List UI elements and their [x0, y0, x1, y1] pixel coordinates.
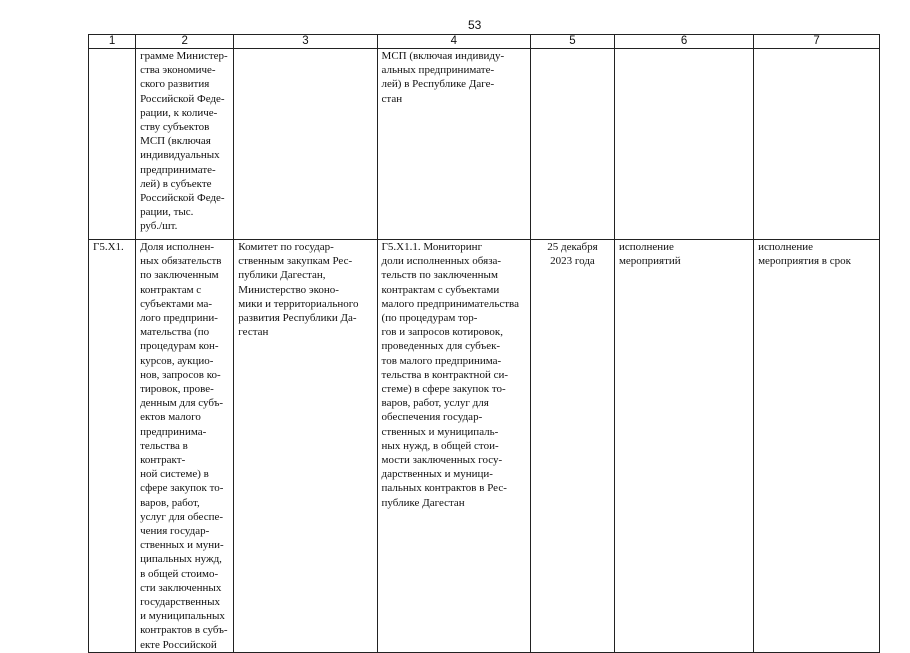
criterion-cell — [754, 49, 880, 240]
responsible-cell: Комитет по государ- ственным закупкам Рес- публики Дагестан, Министерство эконо- мики и территориального развития Республики Да- гестан — [234, 240, 377, 653]
column-header-1: 1 — [89, 35, 136, 49]
deadline-cell: 25 декабря 2023 года — [531, 240, 615, 653]
page-number: 53 — [468, 18, 482, 32]
indicator-cell: Доля исполнен- ных обязательств по заключенным контрактам с субъектами ма- лого предприни- мательства (по процедурам кон- курсов, аукцио- нов, запросов ко- тировок, прове- денным для субъ- ектов малого предпринима- тельства в контракт- ной системе) в сфере закупок то- варов, работ, услуг для обеспе- чения государ- ственных и муни- ципальных нужд, в общей стоимо- сти заключенных государственных и муниципальных контрактов в субъ- екте Российской — [136, 240, 234, 653]
column-header-7: 7 — [754, 35, 880, 49]
criterion-cell: исполнение мероприятия в срок — [754, 240, 880, 653]
column-header-5: 5 — [531, 35, 615, 49]
row-code-cell: Г5.Х1. — [89, 240, 136, 653]
result-cell: исполнение мероприятий — [614, 240, 753, 653]
table-row — [89, 240, 880, 653]
indicator-cell: грамме Министер- ства экономиче- ского развития Российской Феде- рации, к количе- ству субъектов МСП (включая индивидуальных предпринимате- лей) в субъекте Российской Феде- рации, тыс. руб./шт. — [136, 49, 234, 240]
column-header-3: 3 — [234, 35, 377, 49]
row-code-cell — [89, 49, 136, 240]
header-row — [89, 35, 880, 49]
table-row — [89, 49, 880, 240]
measures-table — [88, 34, 880, 653]
measure-cell: МСП (включая индивиду- альных предпринимате- лей) в Республике Даге- стан — [377, 49, 530, 240]
column-header-4: 4 — [377, 35, 530, 49]
column-header-2: 2 — [136, 35, 234, 49]
deadline-cell — [531, 49, 615, 240]
measure-cell: Г5.Х1.1. Мониторинг доли исполненных обяза- тельств по заключенным контрактам с субъектами малого предпринимательства (по процедурам тор- гов и запросов котировок, проведенных для субъек- тов малого предпринима- тельства в контрактной си- стеме) в сфере закупок то- варов, работ, услуг для обеспечения государ- ственных и муниципаль- ных нужд, в общей стои- мости заключенных госу- дарственных и муници- пальных контрактов в Рес- публике Дагестан — [377, 240, 530, 653]
column-header-6: 6 — [614, 35, 753, 49]
responsible-cell — [234, 49, 377, 240]
result-cell — [614, 49, 753, 240]
